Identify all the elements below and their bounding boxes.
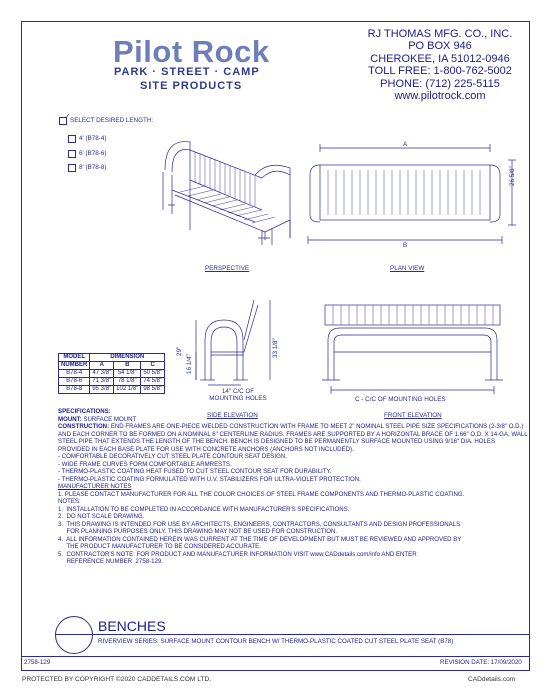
table-cell: 95 3/8": [90, 386, 114, 394]
specs-heading: SPECIFICATIONS:: [58, 408, 111, 415]
plan-view-drawing: [308, 144, 516, 244]
dim-seat-height: 29": [176, 346, 183, 356]
table-row: [59, 378, 165, 386]
table-header-row: [59, 354, 165, 362]
mfr-note: 1. PLEASE CONTACT MANUFACTURER FOR ALL THE COLOR CHOICES OF STEEL FRAME COMPONENTS AND THERMO-PLASTIC COATING.: [58, 490, 465, 498]
construction-label: CONSTRUCTION:: [58, 423, 110, 430]
view-label-plan: PLAN VIEW: [390, 265, 425, 272]
dim-b-label: B: [403, 242, 408, 249]
view-label-front: FRONT ELEVATION: [384, 412, 442, 419]
table-cell: B78-8: [59, 386, 90, 394]
note-item: 5. CONTRACTOR'S NOTE: FOR PRODUCT AND MANUFACTURER INFORMATION VISIT www.CADdetails.com/info AND ENTER: [58, 550, 417, 558]
company-name: RJ THOMAS MFG. CO., INC.: [367, 28, 513, 40]
table-cell: B78-6: [59, 378, 90, 386]
address-line-1: PO BOX 946: [408, 40, 472, 53]
option-4ft-label: 4' (B78-4): [79, 135, 107, 142]
table-header: NUMBER: [59, 362, 90, 370]
table-subheader-row: [59, 362, 165, 370]
table-header: C: [141, 362, 165, 370]
front-elevation-drawing: [322, 305, 503, 394]
title-circle: [55, 616, 93, 654]
check-icon: ✓: [64, 112, 71, 121]
table-cell: B78-4: [59, 370, 90, 378]
revision-date: REVISION DATE: 17/09/2020: [440, 659, 522, 666]
note-item: REFERENCE NUMBER 2758-129.: [58, 558, 163, 565]
table-header: A: [90, 362, 114, 370]
dim-front-mount: C - C/C OF MOUNTING HOLES: [355, 396, 446, 403]
logo-tagline-2: SITE PRODUCTS: [140, 80, 243, 92]
spec-bullet: - THERMO-PLASTIC COATING HEAT FUSED TO CUT STEEL CONTOUR SEAT FOR DURABILITY.: [58, 468, 332, 475]
caddetails-link[interactable]: CADdetails.com: [468, 676, 516, 683]
mfr-notes-heading: MANUFACTURER NOTES: [58, 483, 132, 490]
logo-wordmark: Pilot Rock: [113, 34, 270, 69]
table-row: [59, 386, 165, 394]
spec-bullet: - WIDE FRAME CURVES FORM COMFORTABLE ARMRESTS.: [58, 460, 232, 468]
option-6ft-label: 6' (B78-6): [79, 150, 107, 157]
table-header: B: [114, 362, 141, 370]
logo-tagline: PARK · STREET · CAMP: [114, 66, 260, 78]
website-link[interactable]: www.pilotrock.com: [394, 90, 486, 103]
toll-free: TOLL FREE: 1-800-762-5002: [368, 65, 512, 78]
side-elevation-drawing: [196, 300, 270, 385]
table-cell: 78 1/8": [114, 378, 141, 386]
note-item: 4. ALL INFORMATION CONTAINED HEREIN WAS CURRENT AT THE TIME OF DEVELOPMENT BUT MUST BE REVIEWED AND APPROVED BY: [58, 535, 462, 543]
table-header: MODEL: [59, 354, 90, 362]
table-cell: 102 1/8": [114, 386, 141, 394]
mount-label: MOUNT:: [58, 415, 82, 423]
note-item: 2. DO NOT SCALE DRAWING.: [58, 513, 145, 520]
table-cell: 54 1/8": [114, 370, 141, 378]
view-label-side: SIDE ELEVATION: [207, 412, 258, 419]
note-item: 1. INSTALLATION TO BE COMPLETED IN ACCORDANCE WITH MANUFACTURER'S SPECIFICATIONS.: [58, 505, 350, 513]
table-cell: 74 5/8": [141, 378, 165, 386]
notes-heading: NOTES:: [58, 498, 81, 505]
dim-plan-depth: 26 5/8": [509, 166, 516, 186]
title-divider: [55, 634, 530, 635]
dim-side-mount: 14" C/C OF MOUNTING HOLES: [209, 388, 267, 402]
specifications-block: [58, 408, 528, 566]
option-8ft-label: 8' (B78-8): [79, 164, 107, 171]
dim-total-height: 33 1/8": [272, 338, 279, 358]
table-cell: 47 3/8": [90, 370, 114, 378]
title-bottom-line: [21, 656, 530, 657]
note-item: 3. THIS DRAWING IS INTENDED FOR USE BY ARCHITECTS, ENGINEERS, CONTRACTORS, CONSULTANTS AND DESIGN PROFESSIONALS: [58, 520, 461, 528]
dim-a-label: A: [403, 141, 408, 148]
construction-text: END FRAMES ARE ONE-PIECE WELDED CONSTRUCTION WITH FRAME TO MEET 2" NOMINAL STEEL PIPE SIZE SPECIFICATIONS (2-3/8" O.D.) AND EACH CORNER TO BE FORMED ON A NOMINAL 6" CENTERLINE RADIUS. FRAMES ARE SUPPORTED BY A HORIZONTAL BRACE OF 1.66" O.D. X 14-GA. WALL STEEL PIPE THAT EXTENDS THE LENGTH OF THE BENCH. BENCH IS DESIGNED TO BE PERMANENTLY SURFACE MOUNTED USING 9/16" DIA. HOLES PROVIDED IN EACH BASE PLATE FOR USE WITH CONCRETE ANCHORS (ANCHORS NOT INCLUDED).: [58, 423, 528, 453]
table-row: [59, 370, 165, 378]
table-cell: 50 5/8": [141, 370, 165, 378]
perspective-drawing: [163, 142, 290, 245]
spec-bullet: - THERMO-PLASTIC COATING FORMULATED WITH U.V. STABILIZERS FOR ULTRA-VIOLET PROTECTION.: [58, 475, 361, 483]
dim-arm-height: 16 1/4": [186, 354, 193, 374]
note-item: THE PRODUCT MANUFACTURER TO BE CONSIDERED ACCURATE.: [58, 543, 261, 550]
dimension-table: [58, 353, 165, 394]
select-length-heading: SELECT DESIRED LENGTH:: [70, 117, 154, 124]
copyright-notice: PROTECTED BY COPYRIGHT ©2020 CADDETAILS.COM LTD.: [22, 676, 212, 683]
mount-value: SURFACE MOUNT: [83, 415, 137, 423]
drawing-subtitle: RIVERVIEW SERIES: SURFACE MOUNT CONTOUR BENCH W/ THERMO-PLASTIC COATED CUT STEEL PLATE SEAT (B78): [98, 638, 454, 645]
table-cell: 98 5/8": [141, 386, 165, 394]
phone: PHONE: (712) 225-5115: [380, 77, 500, 90]
table-cell: 71 3/8": [90, 378, 114, 386]
address-line-2: CHEROKEE, IA 51012-0946: [370, 52, 510, 65]
drawing-title: BENCHES: [98, 618, 166, 634]
view-label-perspective: PERSPECTIVE: [205, 265, 250, 272]
reference-number: 2758-129: [24, 659, 51, 666]
note-item: FOR PLANNING PURPOSES ONLY. THIS DRAWING MAY NOT BE USED FOR CONSTRUCTION.: [58, 528, 338, 535]
table-header: DIMENSION: [90, 354, 165, 362]
spec-bullet: - COMFORTABLE DECORATIVELY CUT STEEL PLATE CONTOUR SEAT DESIGN.: [58, 453, 287, 460]
